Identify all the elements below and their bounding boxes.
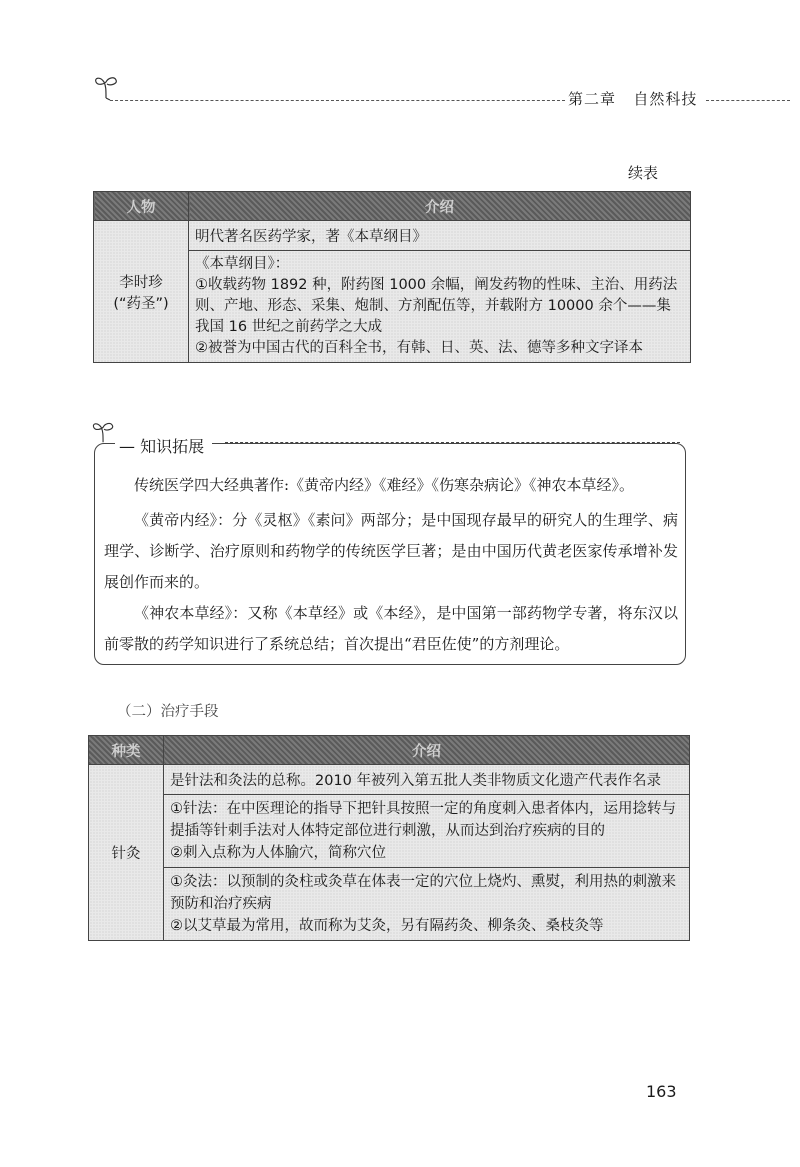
cell-text: 明代著名医药学家，著《本草纲目》 [195,229,427,245]
table-cell [189,221,691,251]
table-header-person: 人物 [94,192,189,221]
sprout-icon [92,72,122,102]
knowledge-title: — 知识拓展 [115,434,212,457]
knowledge-rule [225,442,680,443]
cell-text: ②刺入点称为人体腧穴，简称穴位 [170,845,386,861]
chapter-title: 自然科技 [633,90,698,108]
sprout-icon [90,418,118,446]
table-header-intro: 介绍 [164,736,690,765]
table-cell [189,251,691,363]
knowledge-paragraph-1: 传统医学四大经典著作:《黄帝内经》《难经》《伤寒杂病论》《神农本草经》。 [134,476,635,494]
person-name: 李时珍 [119,274,163,291]
page-number: 163 [646,1082,677,1101]
knowledge-paragraph-2: 《黄帝内经》：分《灵枢》《素问》两部分；是中国现存最早的研究人的生理学、病理学、诊断学、治疗原则和药物学的传统医学巨著；是由中国历代黄老医家传承增补发展创作而来的。 [104,511,678,591]
continued-label: 续表 [628,164,659,182]
cell-text: ②被誉为中国古代的百科全书，有韩、日、英、法、德等多种文字译本 [195,340,643,356]
table-header-kind: 种类 [89,736,164,765]
acupuncture-table [88,735,690,941]
cell-text: ①收载药物 1892 种，附药图 1000 余幅，阐发药物的性味、主治、用药法则、产地、形态、采集、炮制、方剂配伍等，并载附方 10000 余个——集我国 16 世纪之前药学之大成 [195,277,678,335]
kind-cell: 针灸 [89,765,164,941]
li-shizhen-table [93,191,691,363]
section-heading: （二）治疗手段 [117,704,219,720]
cell-text: 《本草纲目》： [195,256,290,272]
chapter-number: 第二章 [568,90,617,108]
table-cell [164,868,690,941]
table-cell [164,765,690,795]
table-cell [164,795,690,868]
cell-text: ①针法：在中医理论的指导下把针具按照一定的角度刺入患者体内，运用捻转与提插等针刺手法对人体特定部位进行刺激，从而达到治疗疾病的目的 [170,801,676,839]
cell-text: ②以艾草最为常用，故而称为艾灸，另有隔药灸、柳条灸、桑枝灸等 [170,918,604,934]
knowledge-paragraph-3: 《神农本草经》：又称《本草经》或《本经》，是中国第一部药物学专著，将东汉以前零散的药学知识进行了系统总结；首次提出“君臣佐使”的方剂理论。 [104,604,678,653]
header-rule-right [706,100,790,101]
cell-text: ①灸法：以预制的灸柱或灸草在体表一定的穴位上烧灼、熏熨，利用热的刺激来预防和治疗疾病 [170,874,676,912]
knowledge-title-text: 知识拓展 [140,437,205,456]
table-header-intro: 介绍 [189,192,691,221]
person-cell [94,221,189,363]
header-rule [110,100,565,101]
person-alias: (“药圣”) [113,295,169,312]
chapter-header [568,88,697,109]
cell-text: 是针法和灸法的总称。2010 年被列入第五批人类非物质文化遗产代表作名录 [170,773,662,789]
